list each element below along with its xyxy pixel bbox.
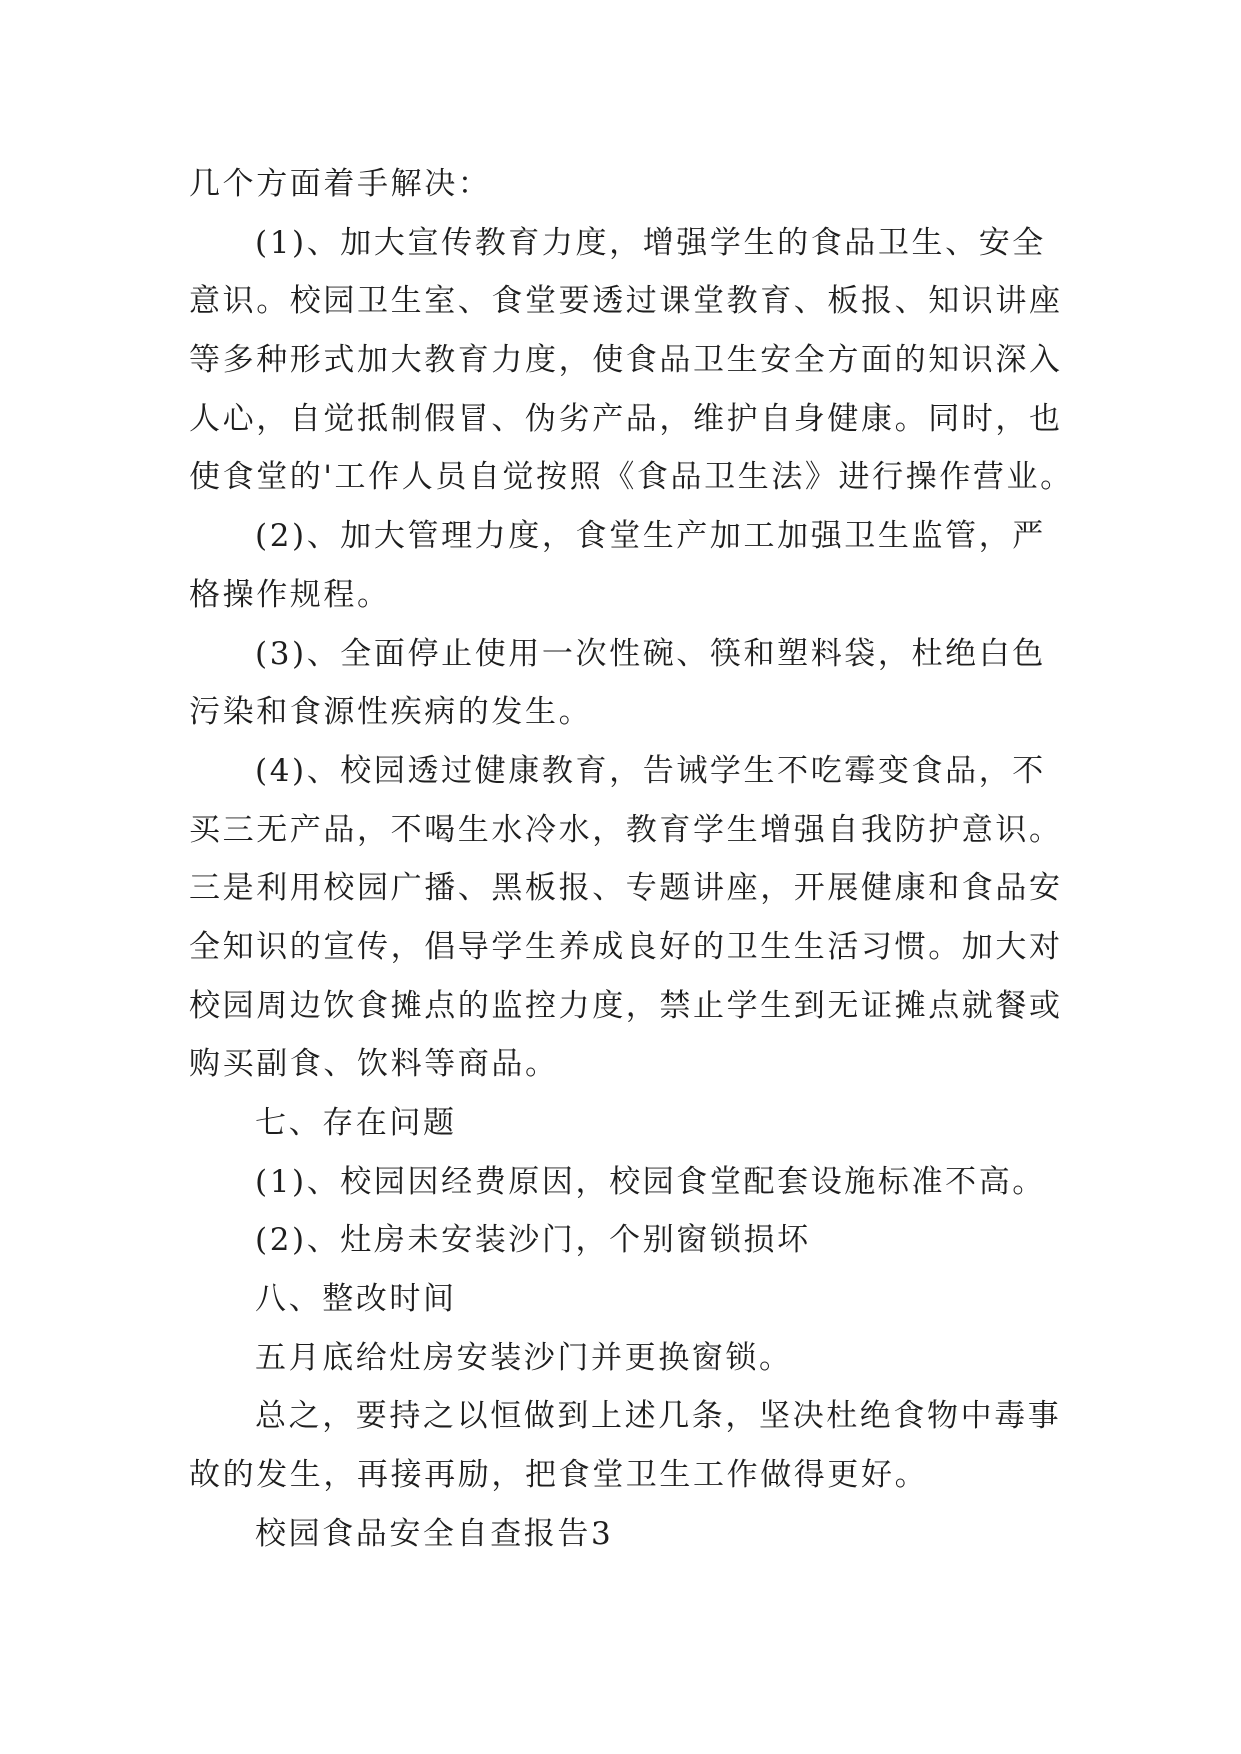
- text-line: (3)、全面停止使用一次性碗、筷和塑料袋，杜绝白色: [255, 635, 1046, 672]
- text-line: 买三无产品，不喝生水冷水，教育学生增强自我防护意识。: [189, 811, 1063, 848]
- text-line: 校园周边饮食摊点的监控力度，禁止学生到无证摊点就餐或: [189, 987, 1063, 1024]
- text-line: (2)、加大管理力度，食堂生产加工加强卫生监管，严: [255, 518, 1046, 555]
- text-line: 总之，要持之以恒做到上述几条，坚决杜绝食物中毒事: [255, 1398, 1062, 1435]
- text-line: 格操作规程。: [189, 576, 391, 613]
- text-line: (2)、灶房未安装沙门，个别窗锁损坏: [255, 1222, 811, 1259]
- text-line: 三是利用校园广播、黑板报、专题讲座，开展健康和食品安: [189, 870, 1063, 907]
- text-line: 人心，自觉抵制假冒、伪劣产品，维护自身健康。同时，也: [189, 400, 1063, 437]
- text-line: 全知识的宣传，倡导学生养成良好的卫生生活习惯。加大对: [189, 928, 1063, 965]
- text-line: 意识。校园卫生室、食堂要透过课堂教育、板报、知识讲座: [189, 283, 1063, 320]
- report-title: 校园食品安全自查报告3: [255, 1515, 614, 1552]
- section-heading: 八、整改时间: [255, 1281, 457, 1318]
- text-line: (4)、校园透过健康教育，告诫学生不吃霉变食品，不: [255, 752, 1046, 789]
- text-line: 几个方面着手解决：: [189, 166, 492, 202]
- text-line: 购买副食、饮料等商品。: [189, 1046, 559, 1083]
- text-line: (1)、加大宣传教育力度，增强学生的食品卫生、安全: [255, 224, 1046, 261]
- text-line: (1)、校园因经费原因，校园食堂配套设施标准不高。: [255, 1163, 1046, 1200]
- text-line: 污染和食源性疾病的发生。: [189, 694, 593, 731]
- text-line: 使食堂的'工作人员自觉按照《食品卫生法》进行操作营业。: [189, 459, 1074, 496]
- text-line: 五月底给灶房安装沙门并更换窗锁。: [255, 1339, 793, 1376]
- section-heading: 七、存在问题: [255, 1105, 457, 1141]
- text-line: 等多种形式加大教育力度，使食品卫生安全方面的知识深入: [189, 342, 1063, 379]
- text-line: 故的发生，再接再励，把食堂卫生工作做得更好。: [189, 1457, 929, 1494]
- document-body: [189, 155, 1074, 1564]
